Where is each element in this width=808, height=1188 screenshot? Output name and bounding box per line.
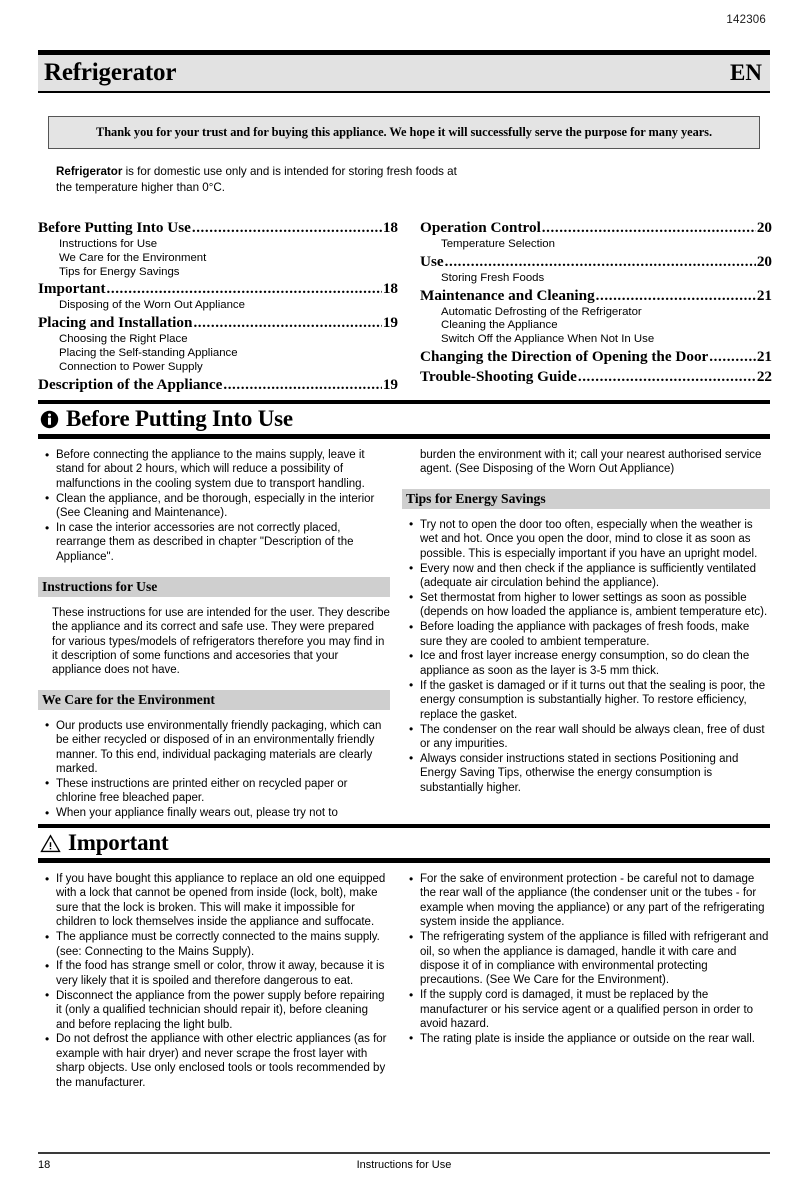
bullet-item: • These instructions are printed either on recycled paper or chlorine free bleached paper. [56, 777, 390, 806]
section-before-left-column [38, 448, 402, 821]
toc-dot-leader [193, 314, 381, 333]
bullet-item: • Clean the appliance, and be thorough, especially in the interior (See Cleaning and Maintenance). [56, 492, 390, 521]
toc-entry-label: Use [420, 252, 444, 270]
toc-entry-page: 20 [756, 219, 772, 236]
language-code: EN [730, 60, 762, 85]
toc-subentry[interactable]: Connection to Power Supply [59, 360, 203, 373]
toc-column-left [38, 218, 398, 395]
bullet-item: • Do not defrost the appliance with other electric appliances (as for example with hair dryer) and never scrape the frost layer with sharp objects. Use only enclosed tools or tools recommended by the manufacturer. [56, 1032, 390, 1090]
toc-dot-leader [709, 348, 756, 367]
footer-center-text: Instructions for Use [356, 1159, 452, 1171]
toc-entry-page: 22 [756, 367, 772, 385]
section-before-right-column [402, 448, 770, 821]
toc-entry[interactable] [420, 252, 772, 272]
section-rule-bottom [38, 434, 770, 439]
bullet-item: • Before loading the appliance with packages of fresh foods, make sure they are cooled to ambient temperature. [420, 620, 770, 649]
subsection-header-instructions-for-use: Instructions for Use [38, 577, 390, 597]
bullet-item: • If the supply cord is damaged, it must be replaced by the manufacturer or his service agent or a qualified person in order to avoid hazard. [420, 988, 770, 1031]
section-important-right-column [402, 872, 770, 1091]
toc-dot-leader [578, 368, 756, 387]
bullet-item: • The appliance must be correctly connected to the mains supply. (see: Connecting to the Mains Supply). [56, 930, 390, 959]
toc-subentry[interactable]: Temperature Selection [441, 238, 555, 250]
section-important-columns [38, 872, 770, 1091]
toc-column-right [420, 218, 772, 395]
section-before-columns [38, 448, 770, 821]
section-header-important [38, 824, 770, 863]
important-right-bullet-list [402, 872, 770, 1046]
toc-dot-leader [542, 219, 756, 238]
toc-dot-leader [107, 280, 382, 299]
bullet-item: • Set thermostat from higher to lower settings as soon as possible (depends on how loaded the appliance is, ambient temperature etc). [420, 591, 770, 620]
toc-subentry[interactable]: Disposing of the Worn Out Appliance [59, 299, 245, 312]
toc-entry-label: Placing and Installation [38, 314, 193, 332]
toc-entry[interactable] [420, 347, 772, 367]
toc-dot-leader [223, 376, 381, 395]
toc-entry-page: 19 [382, 314, 398, 332]
instructions-for-use-body: These instructions for use are intended for the user. They describe the appliance and its correct and safe use. They were prepared for various types/models of refrigerators therefore you may find in it description of some functions and accesories that your appliance does not have. [52, 606, 390, 677]
bullet-item: • Ice and frost layer increase energy consumption, so do clean the appliance as soon as the layer is 3-5 mm thick. [420, 649, 770, 678]
footer-divider [38, 1152, 770, 1154]
toc-entry[interactable] [38, 313, 398, 333]
toc-subentry[interactable]: We Care for the Environment [59, 251, 207, 264]
bullet-item: • In case the interior accessories are not correctly placed, rearrange them as described in chapter "Description of the Appliance". [56, 521, 390, 564]
table-of-contents [38, 218, 770, 395]
bullet-item: • Disconnect the appliance from the power supply before repairing it (only a qualified technician should repair it), before cleaning and before replacing the light bulb. [56, 989, 390, 1032]
bullet-item: • Our products use environmentally friendly packaging, which can be either recycled or disposed of in an environmentally friendly manner. To this end, individual packaging materials are clearly marked. [56, 719, 390, 777]
toc-entry-page: 19 [382, 375, 398, 393]
section-important-left-column [38, 872, 402, 1091]
toc-subentry[interactable]: Tips for Energy Savings [59, 265, 180, 278]
section-header-inner [38, 404, 770, 434]
toc-entry-page: 20 [756, 252, 772, 270]
toc-entry-page: 18 [382, 280, 398, 298]
important-left-bullet-list [38, 872, 390, 1090]
toc-subentry[interactable]: Automatic Defrosting of the Refrigerator [441, 305, 642, 318]
toc-entry-label: Trouble-Shooting Guide [420, 367, 577, 385]
toc-subentry[interactable]: Storing Fresh Foods [441, 271, 545, 284]
toc-entry-label: Description of the Appliance [38, 375, 223, 393]
intro-bold-word: Refrigerator [56, 165, 123, 178]
toc-subentry[interactable]: Instructions for Use [59, 238, 158, 250]
bullet-item: • The condenser on the rear wall should be always clean, free of dust or any impurities. [420, 723, 770, 752]
toc-entry[interactable] [38, 375, 398, 395]
toc-entry-page: 21 [756, 286, 772, 304]
toc-entry-page: 18 [382, 219, 398, 236]
we-care-bullet-list [38, 719, 390, 821]
toc-entry-label: Before Putting Into Use [38, 219, 191, 236]
toc-entry[interactable] [420, 367, 772, 387]
thank-you-text: Thank you for your trust and for buying this appliance. We hope it will successfully serve the purpose for many years. [96, 125, 712, 139]
toc-entry[interactable] [38, 218, 398, 238]
section-header-inner [38, 828, 770, 858]
toc-dot-leader [445, 253, 756, 272]
page-footer [38, 1155, 770, 1175]
toc-entry[interactable] [420, 286, 772, 306]
bullet-item: • For the sake of environment protection - be careful not to damage the rear wall of the appliance (the condenser unit or the tubes - for example when moving the appliance) or any part of the refrigerating system inside the appliance. [420, 872, 770, 930]
bullet-item: • If you have bought this appliance to replace an old one equipped with a lock that cannot be opened from inside (lock, bolt), make sure that the lock is broken. This will make it impossible for children to lock themselves inside the appliance and suffocate. [56, 872, 390, 930]
bullet-item: • Before connecting the appliance to the mains supply, leave it stand for about 2 hours, which will reduce a possibility of malfunctions in the cooling system due to transport handling. [56, 448, 390, 491]
toc-entry-label: Important [38, 280, 106, 298]
energy-savings-bullet-list [402, 518, 770, 795]
environment-continuation-text: burden the environment with it; call your nearest authorised service agent. (See Disposing of the Worn Out Appliance) [420, 449, 762, 476]
bullet-item: • If the gasket is damaged or if it turns out that the sealing is poor, the energy consumption is substantially higher. To restore efficiency, replace the gasket. [420, 679, 770, 722]
subsection-header-tips-for-energy-savings: Tips for Energy Savings [402, 489, 770, 509]
toc-entry[interactable] [38, 279, 398, 299]
bullet-item: • The rating plate is inside the appliance or outside on the rear wall. [420, 1032, 770, 1046]
page-title: Refrigerator [44, 59, 177, 86]
section-rule-bottom [38, 858, 770, 863]
toc-subentry[interactable]: Switch Off the Appliance When Not In Use [441, 333, 655, 346]
toc-entry-label: Maintenance and Cleaning [420, 286, 595, 304]
bullet-item: • Every now and then check if the appliance is sufficiently ventilated (adequate air circulation behind the appliance). [420, 562, 770, 591]
title-bar [38, 55, 770, 91]
toc-entry[interactable] [420, 218, 772, 238]
section-header-before-putting-into-use [38, 400, 770, 439]
toc-dot-leader [596, 287, 756, 306]
bullet-item: • Always consider instructions stated in sections Positioning and Energy Saving Tips, otherwise the energy consumption is substantially higher. [420, 752, 770, 795]
subsection-header-we-care-for-the-environment: We Care for the Environment [38, 690, 390, 710]
bullet-item: • If the food has strange smell or color, throw it away, because it is very likely that it is spoiled and therefore dangerous to eat. [56, 959, 390, 988]
intro-rest-text: is for domestic use only and is intended for storing fresh foods at the temperature higher than 0°C. [56, 165, 457, 194]
toc-subentry[interactable]: Choosing the Right Place [59, 333, 188, 346]
before-intro-bullet-list [38, 448, 390, 564]
bullet-item: • Try not to open the door too often, especially when the weather is wet and hot. Once you open the door, mind to close it as soon as possible. This is especially important if you have an upright model. [420, 518, 770, 561]
toc-dot-leader [192, 219, 382, 238]
title-banner [38, 50, 770, 93]
bullet-item: • When your appliance finally wears out, please try not to [56, 806, 390, 820]
warning-triangle-icon [40, 834, 61, 853]
toc-entry-label: Operation Control [420, 219, 541, 236]
title-rule-bottom [38, 91, 770, 93]
thank-you-box [48, 116, 760, 149]
toc-subentry[interactable]: Placing the Self-standing Appliance [59, 346, 238, 359]
section-title: Important [68, 830, 169, 855]
toc-entry-label: Changing the Direction of Opening the Door [420, 347, 709, 365]
document-code: 142306 [726, 14, 766, 26]
footer-page-number: 18 [38, 1159, 51, 1171]
info-circle-icon [40, 410, 59, 429]
toc-subentry[interactable]: Cleaning the Appliance [441, 319, 558, 332]
toc-entry-page: 21 [756, 347, 772, 365]
intro-paragraph [56, 164, 476, 195]
bullet-item: • The refrigerating system of the appliance is filled with refrigerant and oil, so when the appliance is damaged, handle it with care and dispose it of in compliance with environmental protecting precautions. (See We Care for the Environment). [420, 930, 770, 988]
section-title: Before Putting Into Use [66, 406, 293, 431]
